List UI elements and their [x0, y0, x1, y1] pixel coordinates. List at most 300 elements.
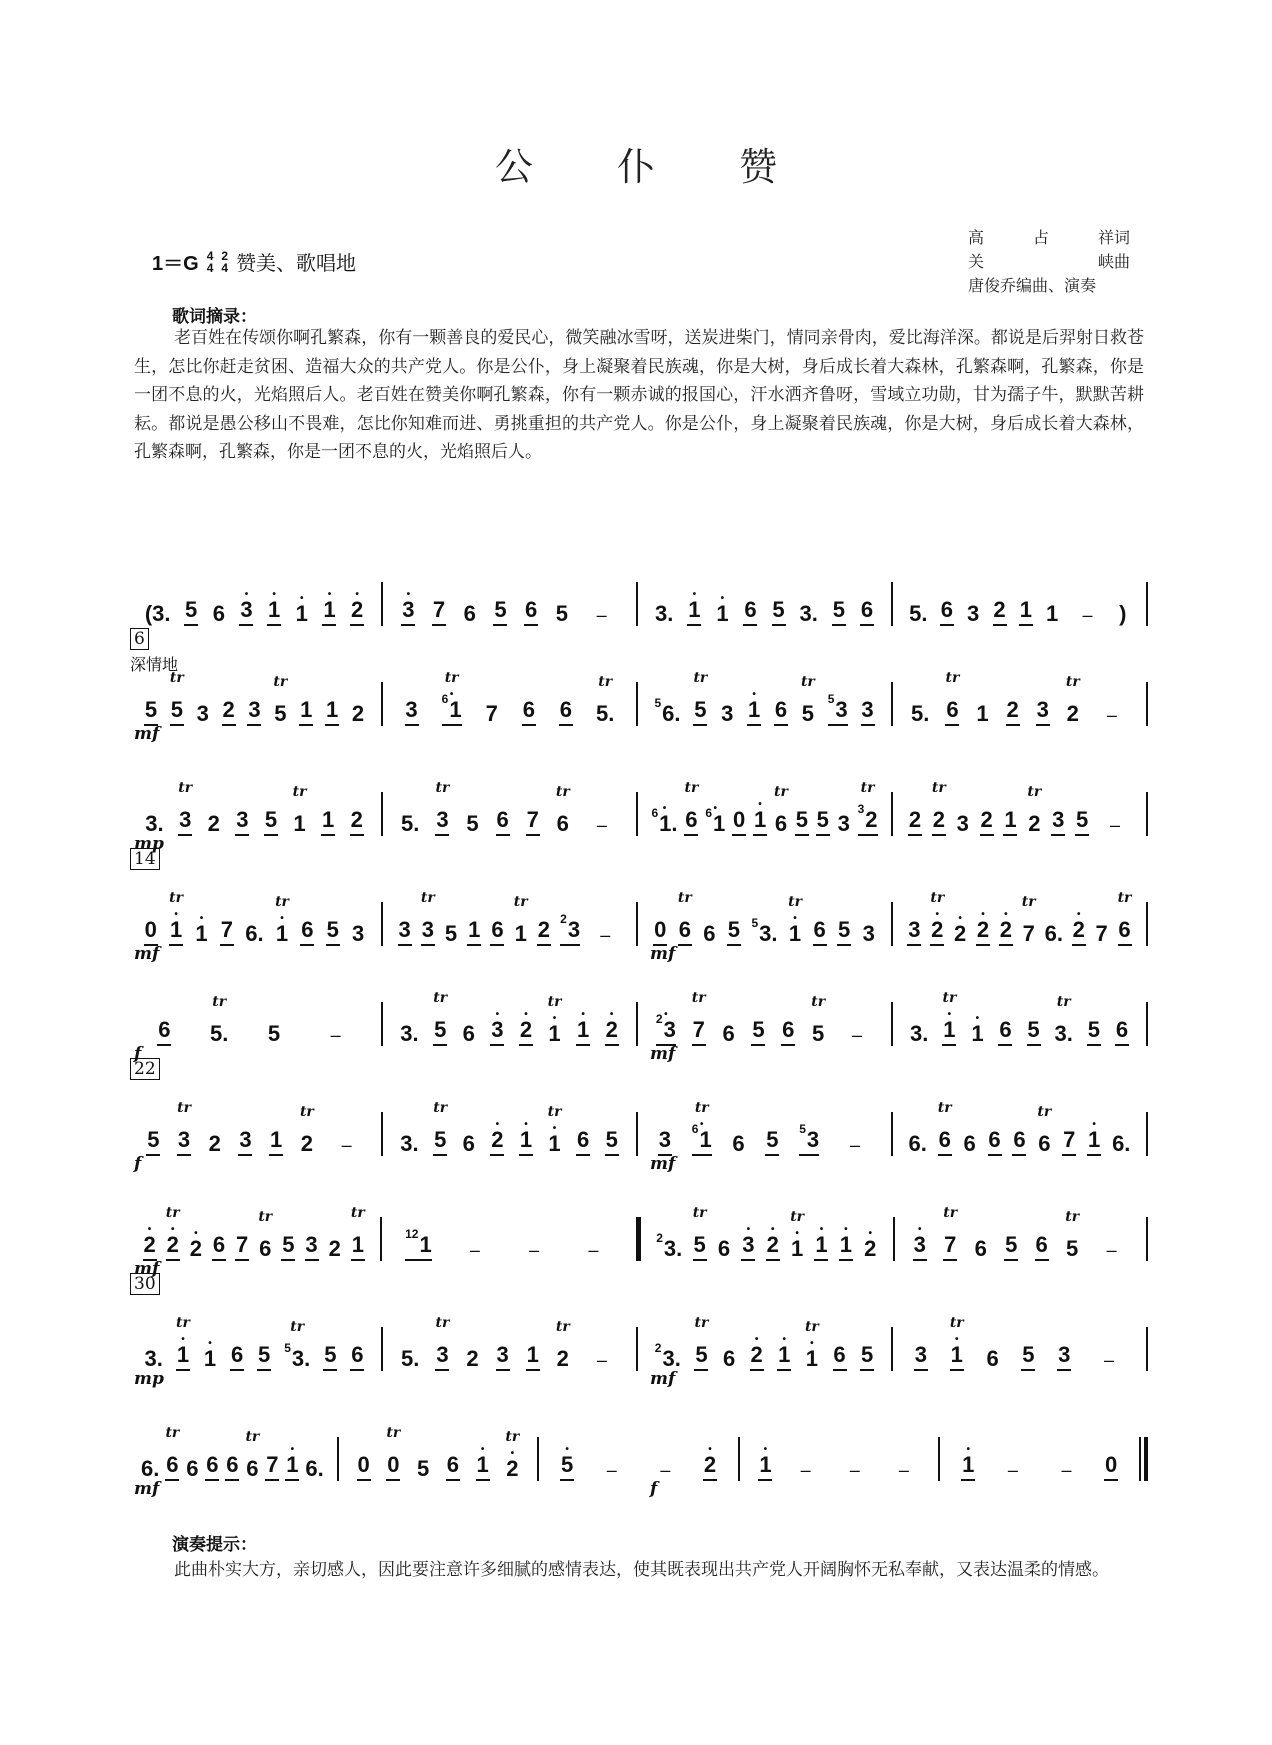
grace-note: 6 — [651, 806, 659, 820]
underline-beam — [267, 624, 281, 626]
lyrics-heading: 歌词摘录： — [172, 307, 257, 327]
underline-beam — [777, 1369, 791, 1371]
note: 6 — [998, 1012, 1012, 1046]
octave-dot: • — [1077, 909, 1081, 920]
measure — [643, 1205, 891, 1261]
performance-hint-text: 此曲朴实大方，亲切感人，因此要注意许多细腻的感情表达，使其既表现出共产党人开阔胸怀无私奉献，又表达温柔的情感。 — [174, 1560, 1109, 1580]
trill-mark: tr — [178, 780, 193, 796]
note: 3 — [862, 921, 875, 946]
note: 5 — [257, 1337, 271, 1371]
underline-beam — [693, 724, 707, 726]
underline-beam — [526, 834, 540, 836]
underline-beam — [496, 1369, 510, 1371]
underline-beam — [684, 834, 698, 836]
sustain-dash: – — [600, 925, 611, 945]
underline-beam — [692, 1044, 706, 1046]
measure — [895, 670, 1144, 726]
underline-beam — [220, 944, 234, 946]
trill-mark: tr — [386, 1425, 401, 1441]
underline-beam — [1087, 1154, 1101, 1156]
note: 3 — [247, 692, 261, 726]
note: (3. — [144, 601, 171, 626]
underline-beam — [176, 1369, 190, 1371]
underline-beam — [692, 1154, 712, 1156]
underline-beam — [988, 1154, 1002, 1156]
note: 5 — [816, 802, 830, 836]
note: • 1 — [195, 913, 208, 946]
note: 6 — [1035, 1227, 1049, 1261]
octave-dot: • — [810, 1338, 814, 1349]
final-barline — [633, 1217, 641, 1261]
note: 6 — [743, 592, 757, 626]
octave-dot: • — [552, 1123, 557, 1134]
underline-beam — [490, 944, 504, 946]
note: • 1 — [753, 802, 767, 836]
trill-mark: tr — [1056, 994, 1071, 1010]
dynamic-marking: mf — [650, 1154, 676, 1174]
trill-mark: tr — [811, 994, 826, 1010]
note: 6 — [722, 1346, 736, 1371]
note: • 1 — [519, 1122, 533, 1156]
barline — [636, 1002, 638, 1046]
barline — [636, 1327, 638, 1371]
octave-dot: • — [954, 1334, 959, 1345]
note: 5 — [837, 912, 851, 946]
underline-beam — [1062, 1154, 1076, 1156]
underline-beam — [299, 724, 313, 726]
octave-dot: • — [754, 1334, 759, 1345]
note: 1 — [976, 701, 989, 726]
note: 6 — [860, 592, 874, 626]
underline-beam — [605, 1044, 619, 1046]
underline-beam — [1012, 1154, 1026, 1156]
note: • 1 tr — [942, 1012, 956, 1046]
measure — [385, 890, 634, 946]
note: • $^2$3 — [656, 1012, 676, 1046]
note: • 1 — [961, 1447, 975, 1481]
note: 5. tr — [210, 1016, 228, 1046]
note: 5 — [493, 592, 507, 626]
underline-beam — [1003, 834, 1017, 836]
note: 6 — [350, 1337, 364, 1371]
underline-beam — [401, 624, 415, 626]
underline-beam — [993, 624, 1007, 626]
note: $^5$3 — [828, 692, 848, 726]
underline-beam — [814, 1259, 828, 1261]
note: 7 — [485, 701, 498, 726]
underline-beam — [1072, 944, 1086, 946]
trill-mark: tr — [433, 990, 448, 1006]
octave-dot: • — [194, 1228, 198, 1239]
note: 3 — [956, 811, 969, 836]
score-row — [130, 1315, 1150, 1389]
note: • 1 — [814, 1227, 828, 1261]
sustain-dash: – — [469, 1240, 480, 1260]
note: 3. — [799, 601, 818, 626]
note: 2 — [908, 802, 922, 836]
rehearsal-mark: 22 — [130, 1058, 160, 1080]
octave-dot: • — [495, 1009, 500, 1020]
note: 3. tr — [1055, 1016, 1073, 1046]
sustain-dash: – — [1007, 1460, 1018, 1480]
note: 5 — [832, 592, 846, 626]
note: • 2 — [605, 1012, 619, 1046]
measure — [130, 1100, 379, 1156]
measure — [385, 670, 634, 726]
underline-beam — [230, 1369, 244, 1371]
underline-beam — [398, 944, 412, 946]
underline-beam — [998, 1044, 1012, 1046]
measure — [385, 990, 634, 1046]
octave-dot: • — [170, 1224, 175, 1235]
trill-mark: tr — [788, 894, 802, 910]
octave-dot: • — [406, 589, 411, 600]
barline — [337, 1437, 339, 1481]
underline-beam — [405, 724, 419, 726]
underline-beam — [435, 1369, 449, 1371]
underline-beam — [943, 1259, 957, 1261]
note: 7 tr — [692, 1012, 706, 1046]
note: 6 — [1012, 1122, 1026, 1156]
trill-mark: tr — [774, 784, 788, 800]
trill-mark: tr — [547, 994, 562, 1010]
underline-beam — [732, 834, 746, 836]
note: • 2 — [766, 1227, 780, 1261]
barline — [636, 902, 638, 946]
note: 7 — [1095, 921, 1108, 946]
underline-beam — [678, 944, 692, 946]
note: • 1 tr — [548, 1016, 562, 1046]
underline-beam — [421, 944, 435, 946]
underline-beam — [860, 624, 874, 626]
underline-beam — [560, 944, 580, 946]
note: 5 — [1075, 802, 1089, 836]
underline-beam — [1036, 724, 1050, 726]
note: 3 — [235, 802, 249, 836]
note: 5 — [326, 912, 340, 946]
sustain-dash: – — [1106, 1240, 1117, 1260]
note: 1 — [467, 912, 481, 946]
note: 3 — [721, 701, 734, 726]
trill-mark: tr — [1117, 890, 1132, 906]
note: 1 — [1003, 802, 1017, 836]
dynamic-marking: mf — [650, 944, 676, 964]
underline-beam — [322, 624, 336, 626]
octave-dot: • — [1004, 909, 1008, 920]
barline — [537, 1437, 539, 1481]
measure — [895, 592, 1144, 626]
note: 3 tr — [178, 802, 192, 836]
trill-mark: tr — [930, 890, 945, 906]
barline — [738, 1437, 740, 1481]
octave-dot: • — [199, 913, 204, 924]
note: 3 — [837, 811, 850, 836]
note: • $^6$1. — [651, 803, 678, 836]
note: • 5 — [560, 1447, 574, 1481]
underline-beam — [178, 834, 192, 836]
trill-mark: tr — [169, 670, 184, 686]
barline — [891, 1112, 893, 1156]
underline-beam — [861, 724, 875, 726]
octave-dot: • — [290, 1444, 295, 1455]
underline-beam — [350, 624, 364, 626]
measure — [385, 780, 634, 836]
note: 6 — [986, 1346, 999, 1371]
trill-mark: tr — [505, 1429, 520, 1445]
note: 1 — [321, 802, 335, 836]
measure — [895, 1100, 1144, 1156]
lyrics-text: 老百姓在传颂你啊孔繁森，你有一颗善良的爱民心，微笑融冰雪呀，送炭进柴门，情同亲骨肉，爱比海洋深。都说是后羿射日救苍生，怎比你赶走贫困、造福大众的共产党人。你是公仆，身上凝聚着民族魂，你是大树，身后成长着大森林，孔繁森啊，孔繁森，你是一团不息的火，光焰照后人。老百姓在赞美你啊孔繁森，你有一颗赤诚的报国心，汗水洒齐鲁呀，雪域立功勋，甘为孺子牛，默默苦耕耘。都说是愚公移山不畏难，怎比你知难而进、勇挑重担的共产党人。你是公仆，身上凝聚着民族魂，你是大树，身后成长着大森林，孔繁森啊，孔繁森，你是一团不息的火，光焰照后人。 — [134, 328, 1144, 462]
sustain-dash: – — [660, 1460, 671, 1480]
note: 7 — [220, 912, 234, 946]
underline-beam — [980, 834, 994, 836]
key-signature — [152, 247, 356, 276]
underline-beam — [976, 944, 990, 946]
note: 6 — [212, 1227, 226, 1261]
note: • 2 — [976, 912, 990, 946]
trill-mark: tr — [598, 674, 613, 690]
trill-mark: tr — [945, 670, 960, 686]
grace-note: 5 — [827, 692, 835, 706]
octave-dot: • — [981, 909, 985, 920]
underline-beam — [433, 1044, 447, 1046]
note: 0 — [144, 912, 158, 946]
trill-mark: tr — [275, 894, 289, 910]
note: 0 — [653, 912, 667, 946]
measure — [130, 1425, 335, 1481]
underline-beam — [693, 1259, 707, 1261]
trill-mark: tr — [292, 784, 307, 800]
octave-dot: • — [758, 799, 762, 810]
note: $^2$3. — [654, 1341, 681, 1371]
underline-beam — [576, 1044, 590, 1046]
measure — [130, 994, 379, 1046]
note: 1 — [526, 1337, 540, 1371]
underline-beam — [945, 724, 959, 726]
trill-mark: tr — [860, 780, 875, 796]
underline-beam — [467, 944, 481, 946]
note: 5 — [416, 1456, 430, 1481]
note: • 1 tr — [790, 1231, 804, 1261]
trill-mark: tr — [1037, 1104, 1052, 1120]
note: 5 — [555, 601, 568, 626]
barline — [891, 1002, 893, 1046]
underline-beam — [940, 624, 954, 626]
underline-beam — [914, 1369, 928, 1371]
sustain-dash: – — [898, 1460, 909, 1480]
grace-note: 3 — [857, 802, 865, 816]
underline-beam — [522, 724, 536, 726]
underline-beam — [774, 724, 788, 726]
note: 3 — [967, 601, 980, 626]
note: 0 — [732, 802, 746, 836]
measure — [385, 1315, 634, 1371]
underline-beam — [257, 1369, 271, 1371]
underline-beam — [269, 1154, 283, 1156]
note: 5 — [751, 1012, 765, 1046]
sustain-dash: – — [588, 1240, 599, 1260]
note: 6 tr — [1118, 912, 1132, 946]
underline-beam — [166, 1259, 180, 1261]
underline-beam — [476, 1479, 490, 1481]
underline-beam — [350, 834, 364, 836]
underline-beam — [1051, 834, 1065, 836]
octave-dot: • — [208, 1338, 212, 1349]
sustain-dash: – — [606, 1460, 617, 1480]
sustain-dash: – — [1061, 1460, 1072, 1480]
trill-mark: tr — [555, 1319, 570, 1335]
barline — [381, 682, 383, 726]
trill-mark: tr — [258, 1209, 273, 1225]
octave-dot: • — [181, 1334, 185, 1345]
dynamic-marking: f — [134, 1154, 142, 1174]
note: • 1 — [576, 1012, 590, 1046]
note: 5 — [1021, 1337, 1035, 1371]
note: 3 — [352, 921, 365, 946]
sustain-dash: – — [1104, 1350, 1115, 1370]
underline-beam — [264, 834, 278, 836]
underline-beam — [753, 834, 767, 836]
underline-beam — [913, 1259, 927, 1261]
note: • 1 — [476, 1447, 490, 1481]
trill-mark: tr — [692, 1205, 707, 1221]
underline-beam — [350, 1369, 364, 1371]
note: $^3$2 tr — [858, 802, 878, 836]
note: 1 — [325, 692, 339, 726]
trill-mark: tr — [176, 1315, 190, 1331]
underline-beam — [351, 1259, 365, 1261]
barline — [1146, 902, 1148, 946]
note: $^5$3 — [799, 1122, 819, 1156]
octave-dot: • — [174, 909, 178, 920]
note: • 1 — [295, 593, 308, 626]
underline-beam — [496, 834, 510, 836]
underline-beam — [930, 944, 944, 946]
note: 6 — [963, 1131, 976, 1156]
underline-beam — [772, 624, 786, 626]
note: 7 tr — [943, 1227, 957, 1261]
measure — [895, 1315, 1144, 1371]
note: 5 — [466, 811, 479, 836]
note: • 1 — [687, 592, 701, 626]
trill-mark: tr — [693, 670, 708, 686]
note: • $^6$1 — [705, 803, 726, 836]
trill-mark: tr — [943, 1205, 958, 1221]
barline — [381, 1327, 383, 1371]
note: • 1 — [285, 1447, 299, 1481]
note: • 2 tr — [930, 912, 944, 946]
barline — [636, 682, 638, 726]
note: • 2 — [999, 912, 1013, 946]
note: 5 — [323, 1337, 337, 1371]
trill-mark: tr — [694, 1100, 709, 1116]
octave-dot: • — [664, 1009, 668, 1020]
note: 5 — [727, 912, 741, 946]
underline-beam — [932, 834, 946, 836]
sustain-dash: – — [1106, 705, 1117, 725]
note: $^5$3. tr — [284, 1341, 310, 1371]
note: 6. — [245, 921, 264, 946]
trill-mark: tr — [513, 894, 528, 910]
note: 2 — [980, 802, 994, 836]
measure — [942, 1444, 1137, 1481]
measure — [130, 589, 379, 626]
note: 5 — [795, 802, 809, 836]
score-row — [130, 1205, 1150, 1279]
grace-note: 5 — [284, 1341, 291, 1355]
barline — [1146, 1217, 1148, 1261]
octave-dot: • — [280, 913, 284, 924]
note: • 2 — [954, 913, 967, 946]
note: 6 — [463, 601, 476, 626]
underline-beam — [1021, 1369, 1035, 1371]
expression-marking: 赞美、歌唱地 — [236, 251, 357, 275]
trill-mark: tr — [790, 1209, 805, 1225]
underline-beam — [1035, 1259, 1049, 1261]
note: • 2 — [750, 1337, 764, 1371]
dynamic-marking: mf — [650, 1369, 676, 1389]
note: 6 — [524, 592, 538, 626]
trill-mark: tr — [691, 990, 706, 1006]
underline-beam — [169, 944, 183, 946]
underline-beam — [184, 624, 198, 626]
underline-beam — [858, 834, 878, 836]
underline-beam — [1004, 1259, 1018, 1261]
underline-beam — [526, 1369, 540, 1371]
grace-note: 2 — [655, 1012, 663, 1026]
sustain-dash: – — [341, 1135, 352, 1155]
underline-beam — [157, 1044, 171, 1046]
trill-mark: tr — [299, 1104, 314, 1120]
barline — [938, 1437, 940, 1481]
trill-mark: tr — [420, 890, 435, 906]
dynamic-marking: mf — [134, 724, 160, 744]
octave-dot: • — [958, 913, 962, 924]
underline-beam — [524, 624, 538, 626]
underline-beam — [999, 944, 1013, 946]
underline-beam — [860, 1369, 874, 1371]
underline-beam — [493, 624, 507, 626]
score-row — [130, 780, 1150, 854]
trill-mark: tr — [942, 990, 957, 1006]
note: • $^6$1 tr — [442, 692, 462, 726]
trill-mark: tr — [555, 784, 570, 800]
sustain-dash: – — [596, 605, 607, 625]
octave-dot: • — [782, 1334, 787, 1345]
underline-beam — [828, 724, 848, 726]
rehearsal-mark: 6 — [130, 628, 149, 650]
note: • 3 — [741, 1227, 755, 1261]
page-title: 公 仆 赞 — [494, 145, 814, 189]
underline-beam — [177, 1154, 191, 1156]
underline-beam — [442, 724, 462, 726]
underline-beam — [490, 1154, 504, 1156]
octave-dot: • — [692, 589, 697, 600]
underline-beam — [727, 944, 741, 946]
underline-beam — [1104, 1479, 1118, 1481]
note: 3 — [1057, 1337, 1071, 1371]
note: 3. — [400, 1131, 419, 1156]
underline-beam — [833, 1369, 847, 1371]
grace-note: 12 — [405, 1227, 419, 1241]
note: 5 tr — [433, 1012, 447, 1046]
note: • 1 — [758, 1447, 772, 1481]
underline-beam — [537, 944, 551, 946]
note: 6 — [462, 1131, 475, 1156]
note: 6 — [703, 921, 716, 946]
octave-dot: • — [708, 1444, 712, 1455]
sustain-dash: – — [800, 1460, 811, 1480]
